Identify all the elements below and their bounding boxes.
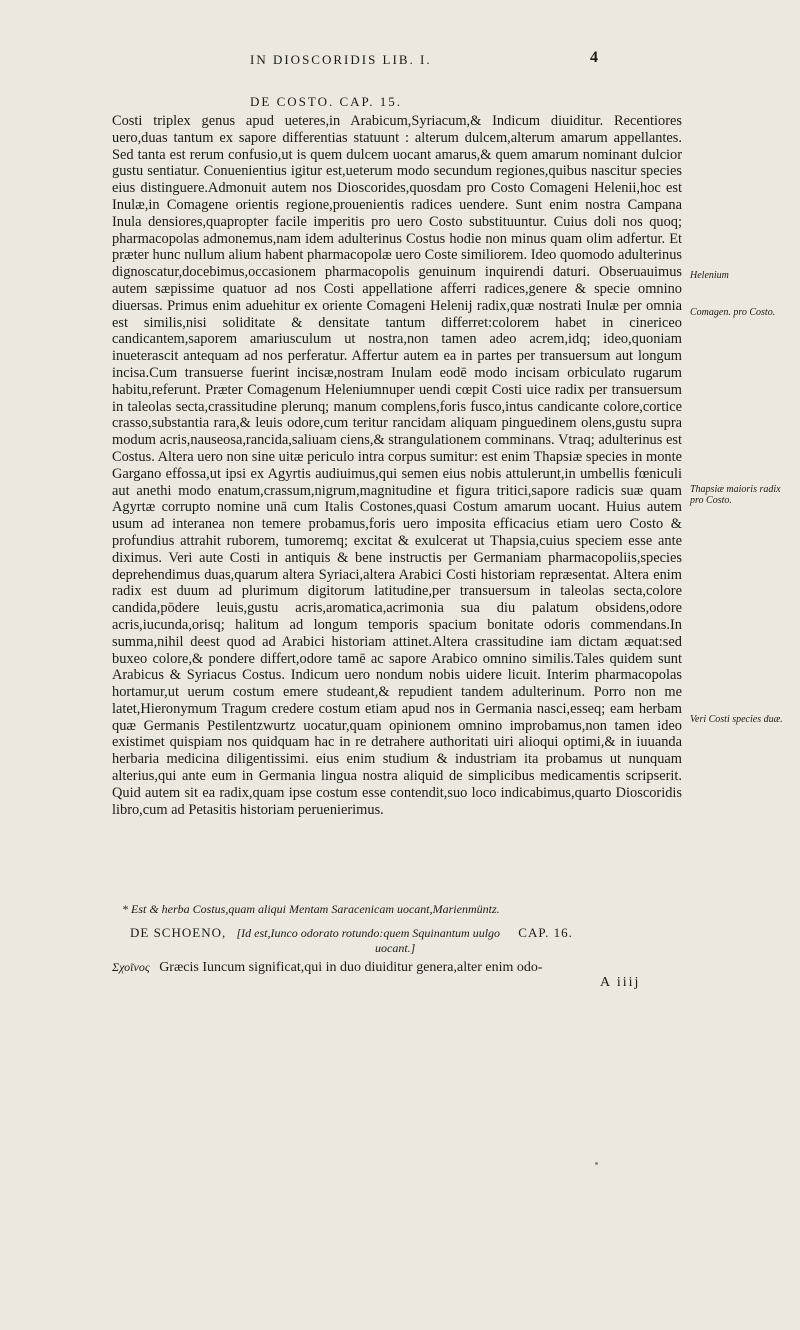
footnote: * Est & herba Costus,quam aliqui Mentam Saracenicam uocant,Marienmüntz. bbox=[122, 902, 500, 916]
section-title-schoeno bbox=[130, 925, 690, 956]
margin-note-thapsia: Thapsiæ maioris radix pro Costo. bbox=[690, 484, 781, 506]
page-number: 4 bbox=[590, 49, 600, 66]
chapter-title: DE COSTO. CAP. 15. bbox=[250, 94, 403, 109]
margin-note-helenium: Helenium bbox=[690, 270, 729, 281]
margin-note-veri-costi: Veri Costi species duæ. bbox=[690, 714, 783, 725]
section-opening-line bbox=[112, 960, 682, 976]
opening-line-text: Græcis Iuncum significat,qui in duo diuiditur genera,alter enim odo- bbox=[159, 960, 543, 975]
paper-speck bbox=[595, 1162, 598, 1165]
margin-note-comagen: Comagen. pro Costo. bbox=[690, 307, 776, 318]
section-title-subtitle-end: uocant.] bbox=[375, 941, 416, 955]
running-head-title: IN DIOSCORIDIS LIB. I. bbox=[250, 52, 432, 67]
section-chapter-number: CAP. 16. bbox=[518, 925, 573, 940]
section-title-alt-name: [Id est,Iunco odorato rotundo:quem Squinantum uulgo bbox=[236, 926, 501, 940]
printer-signature: A iiij bbox=[600, 975, 641, 990]
chapter-body-text: Costi triplex genus apud ueteres,in Arabicum,Syriacum,& Indicum diuiditur. Recentiores uero,duas tantum ex sapore differentias statuunt : alterum dulcem,alterum amarum appellantes. Sed tanta est rerum confusio,ut is quem dulcem uocant amarus,& quem amarum nominant dulcior gustu sentiatur. Conuenientius igitur est,ueterum modo secundum regiones,quibus nascitur species eius distinguere.Admonuit autem nos Dioscorides,quosdam pro Costo Comageni Helenii,hoc est Inulæ,in Comagene orientis regione,prouenientis radices uendere. Sunt enim nostra Campana Inula densiores,quapropter facile imperitis pro uero Costo substituuntur. Cuius doli nos quoq; pharmacopolas admonemus,nam idem adulterinus Costus hodie non minus quam olim adfertur. Et præter hunc nullum alium habent pharmacopolæ uero Coste similiorem. Ideo quomodo adulterinus dignoscatur,docebimus,occasionem pharmacopolis genuinum inquirendi daturi. Obseruauimus autem sæpissime quatuor ad nos Costi appellatione afferri radices,genere & specie omnino diuersas. Primus enim aduehitur ex oriente Comageni Helenij radix,quæ nostrati Inulæ per omnia est similis,nisi soliditate & densitate tantum differret:colorem habet in cinericeo candicantem,saporem amariusculum ut nostra,non tamen adeo acrem,idq; ideo,quoniam inueterascit antequam ad nos perferatur. Affertur autem ea in partes per transuersum aut longum incisa.Cum transuerse fuerint incisæ,nostram Inulam eodē modo incisam orbiculato rugarum habitu,referunt. Præter Comagenum Heleniumnuper uendi cœpit Costi uice radix per transuersum in taleolas secta,crassitudine plerunq; manum complens,foris fusco,intus candicante colore,cortice crasso,substantia rara,& leuis odore,cum teritur rancidam aliquam pinguedinem olens,gustu supra modum acris,nauseosa,rancida,saliuam ciens,& strangulationem comminans. Vtraq; adulterinus est Costus. Altera uero non sine uitæ periculo intra corpus sumitur: est enim Thapsiæ species in monte Gargano effossa,ut ipsi ex Agyrtis audiuimus,qui semen eius nobis attulerunt,in umbellis fœniculi aut anethi modo enatum,crassum,nigrum,magnitudine et figura tritici,sapore radicis suæ quam Agyrtæ corrupto nomine unā cum Italis Costones,quasi Costum amarum uocant. Huius autem usum ad interanea non temere probamus,foris uero imposita efficacius etiam uero Costo & profundius attrahit ruborem, tumoremq; excitat & exulcerat ut Thapsia,cuius speciem esse ante diximus. Veri aute Costi in antiquis & bene instructis per Germaniam pharmacopoliis,species deprehendimus duas,quarum altera Syriaci,altera Arabici Costi historiam repræsentat. Altera enim radix est duum ad plurimum digitorum latitudine,per transuersum in taleolas secta,colore candida,pōdere leuis,gustu acris,aromatica,acrimonia sua diu palatum obsidens,odore acris,iucunda,orisq; halitum ad longum temporis spacium bonitate odoris commendans.In summa,nihil deest quod ad Arabici historiam attinet.Altera crassitudine iam dictam æquat:sed buxeo colore,& pondere differt,odore tamē ac sapore Arabico omnino similis.Tales quidem sunt Arabicus & Syriacus Costus. Indicum uero nondum nobis uidere licuit. Interim pharmacopolas hortamur,ut uerum costum emere studeant,& repudient tandem adulterinum. Porro non me latet,Hieronymum Tragum credere costum etiam apud nos in Germania nasci,esseq; eam herbam quæ Germanis Pestilentzwurtz uocatur,quam opinionem omnino improbamus,non tamen ideo existimet quispiam nos quidquam hac in re detrahere authoritati uiri alioqui optimi,& in iuuanda herbaria medicina diligentissimi. eius enim studium & industriam ita probamus ut nunquam alterius,qui ante eum in Germania lingua nostra aliquid de simplicibus medicamentis scripserit. Quid autem sit ea radix,quam ipse costum esse contendit,suo loco indicabimus,quarto Dioscoridis libro,cum ad Petasitis historiam peruenierimus. bbox=[112, 113, 682, 818]
section-title-main: DE SCHOENO, bbox=[130, 925, 227, 940]
greek-term: Σχοῖνος bbox=[112, 960, 150, 974]
